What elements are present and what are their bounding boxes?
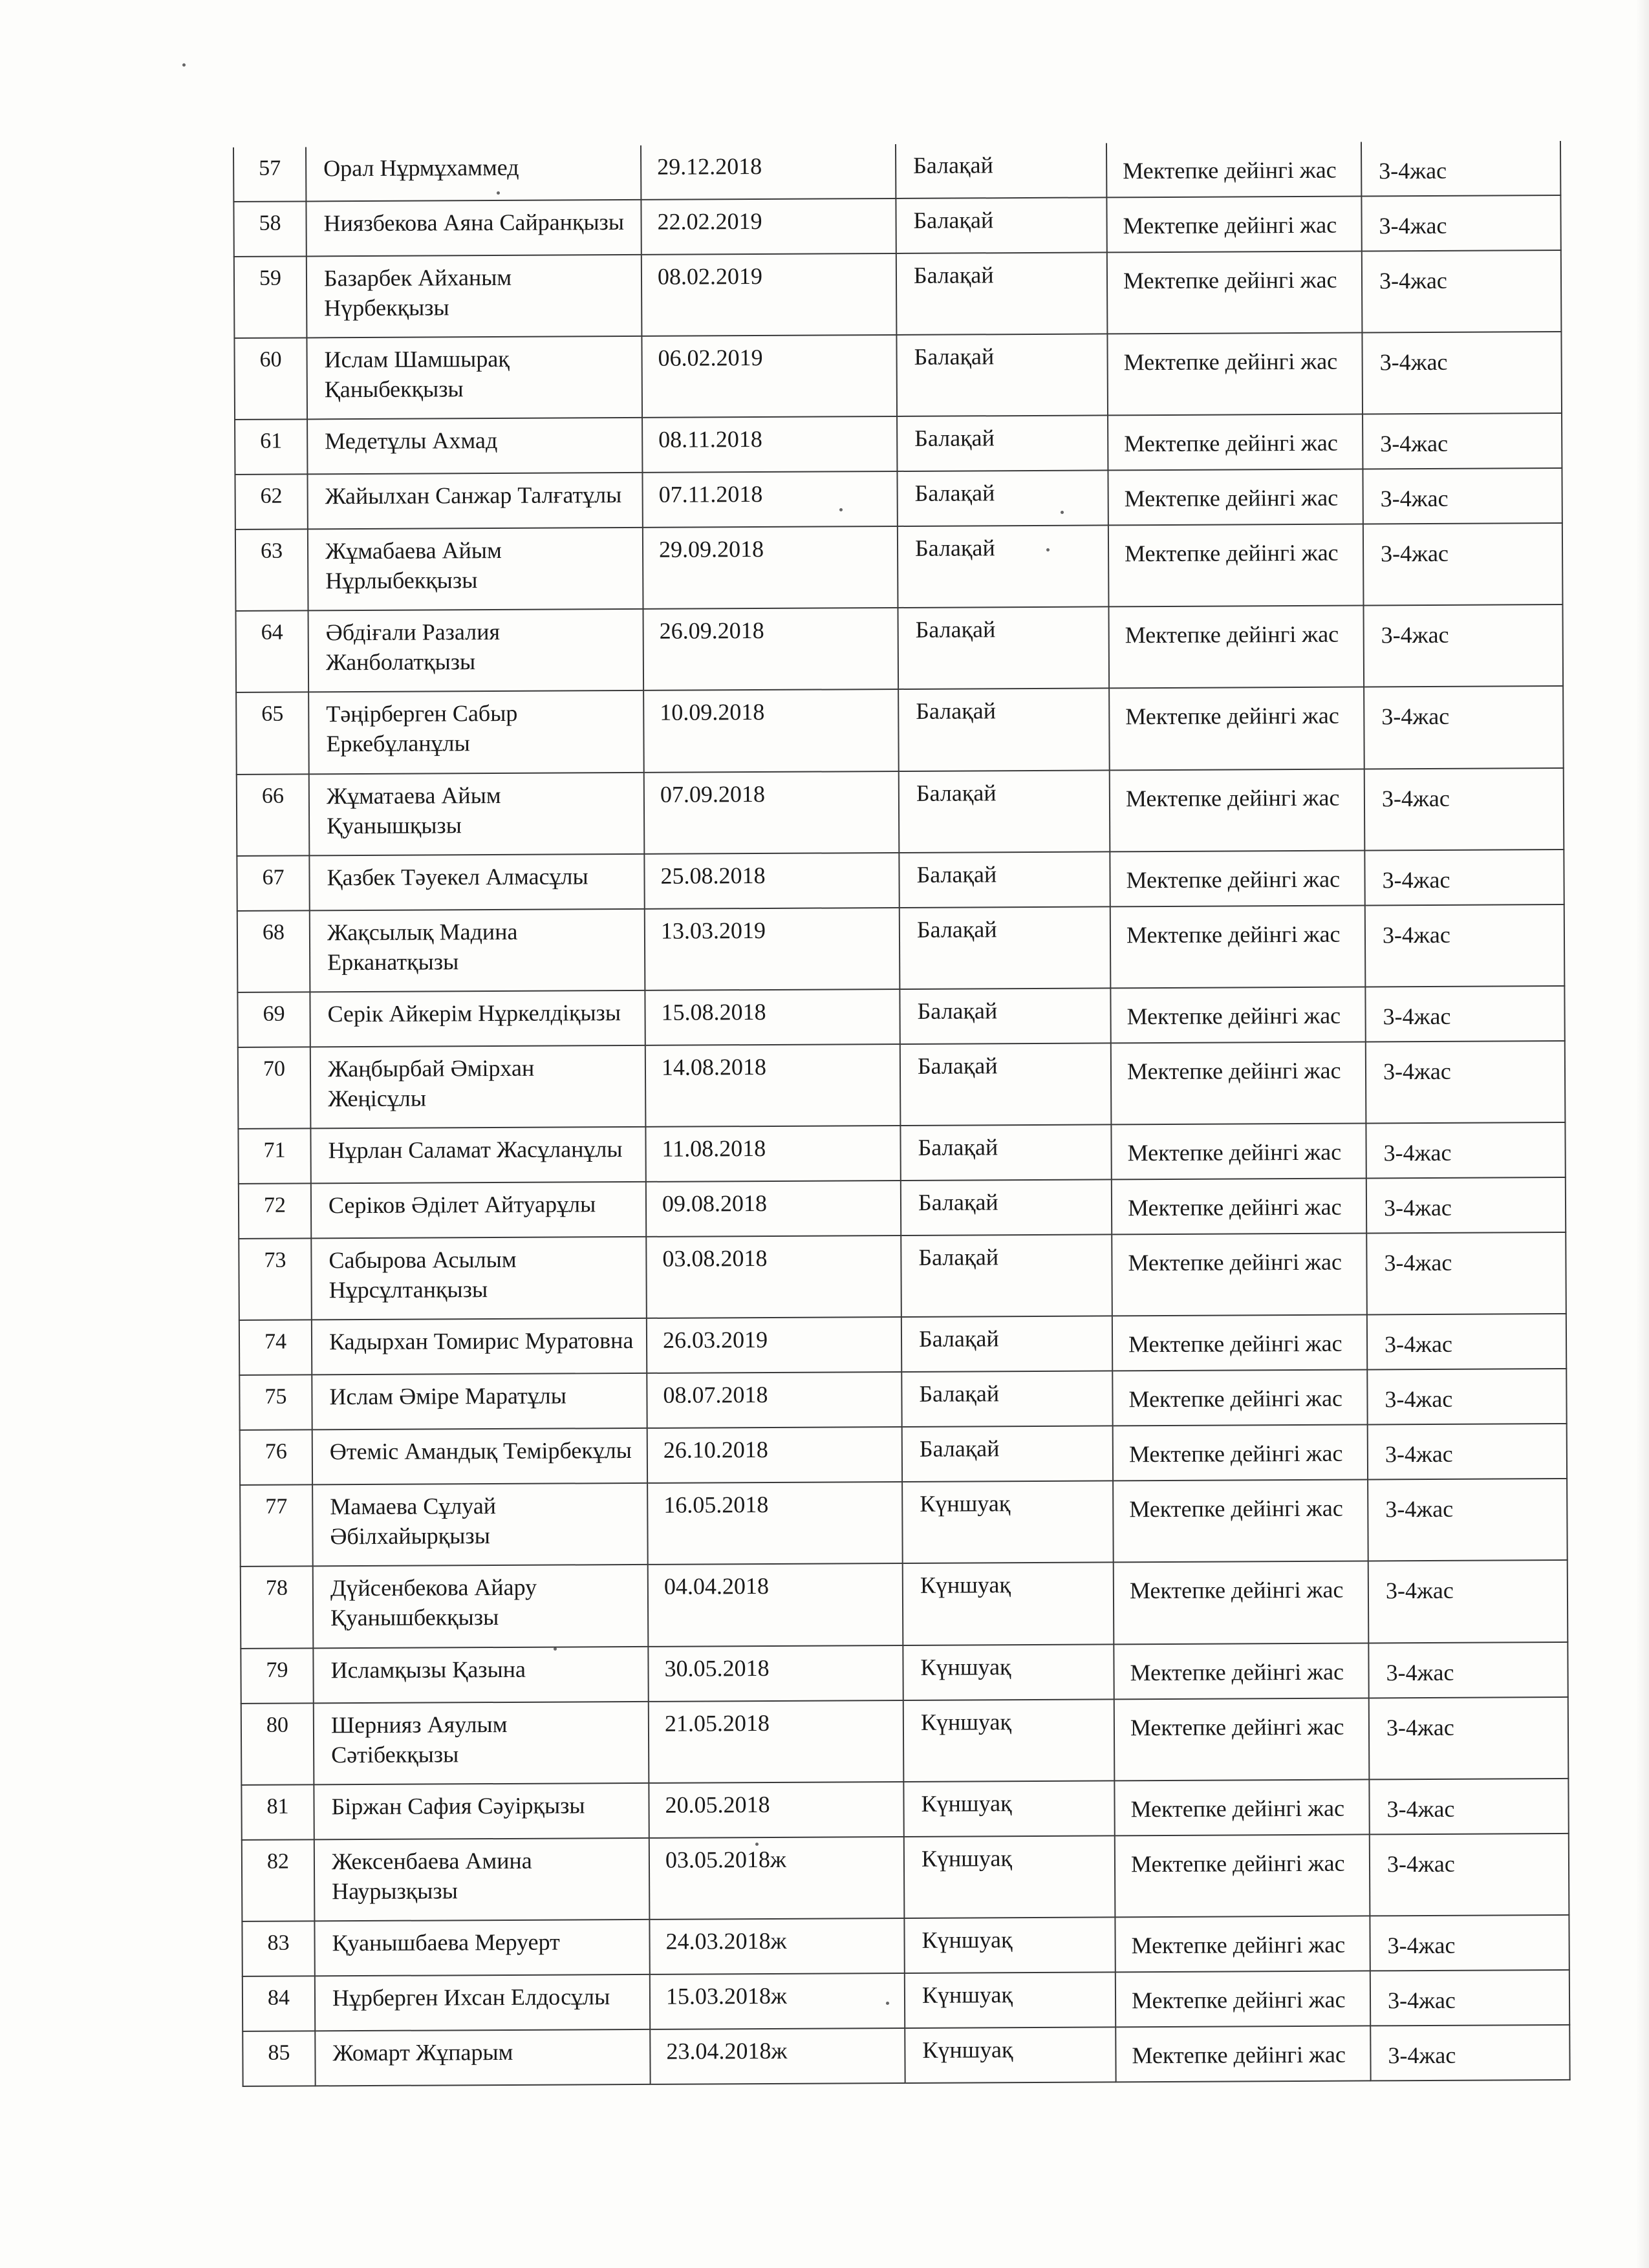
child-name-cell: Жайылхан Санжар Талғатұлы xyxy=(307,473,642,529)
age-range-cell: 3-4жас xyxy=(1362,250,1562,333)
row-number-cell: 63 xyxy=(235,529,308,611)
age-category-cell: Мектепке дейінгі жас xyxy=(1116,1971,1370,2027)
group-name-cell: Балақай xyxy=(901,1371,1112,1428)
table-row xyxy=(236,686,1564,774)
age-range-cell: 3-4жас xyxy=(1367,1314,1566,1369)
table-row xyxy=(240,1424,1567,1485)
child-name-cell: Ниязбекова Аяна Сайранқызы xyxy=(306,200,641,256)
age-category-cell: Мектепке дейінгі жас xyxy=(1113,1425,1368,1481)
child-name-cell: Медетұлы Ахмад xyxy=(307,418,642,474)
age-category-cell: Мектепке дейінгі жас xyxy=(1112,1179,1366,1235)
age-category-cell: Мектепке дейінгі жас xyxy=(1112,1315,1367,1371)
group-name-cell: Күншуақ xyxy=(905,2027,1116,2083)
age-category-cell: Мектепке дейінгі жас xyxy=(1111,1124,1366,1180)
table-row xyxy=(241,1560,1568,1648)
birth-date-cell: 07.11.2018 xyxy=(642,471,897,528)
table-row xyxy=(239,1369,1566,1430)
table-row xyxy=(237,904,1565,992)
table-row xyxy=(241,1642,1568,1704)
row-number-cell: 68 xyxy=(237,910,310,992)
age-range-cell: 3-4жас xyxy=(1364,768,1564,851)
row-number-cell: 59 xyxy=(234,256,307,338)
age-range-cell: 3-4жас xyxy=(1370,1970,1569,2026)
table-row xyxy=(234,250,1562,338)
age-range-cell: 3-4жас xyxy=(1364,686,1564,769)
age-category-cell: Мектепке дейінгі жас xyxy=(1114,1779,1369,1835)
row-number-cell: 70 xyxy=(238,1047,311,1129)
birth-date-cell: 21.05.2018 xyxy=(649,1700,904,1783)
age-range-cell: 3-4жас xyxy=(1366,1041,1566,1124)
child-name-cell: Дүйсенбекова Айару Қуанышбекқызы xyxy=(313,1565,649,1648)
child-name-cell: Серік Айкерім Нұркелдіқызы xyxy=(310,990,645,1047)
birth-date-cell: 20.05.2018 xyxy=(649,1782,903,1838)
row-number-cell: 83 xyxy=(242,1921,314,1976)
age-range-cell: 3-4жас xyxy=(1363,604,1563,687)
children-roster-table xyxy=(233,141,1571,2087)
group-name-cell: Күншуақ xyxy=(903,1563,1114,1645)
row-number-cell: 67 xyxy=(237,855,309,910)
age-range-cell: 3-4жас xyxy=(1363,413,1562,469)
age-category-cell: Мектепке дейінгі жас xyxy=(1109,687,1364,770)
child-name-cell: Жұматаева Айым Қуанышқызы xyxy=(309,773,645,856)
row-number-cell: 72 xyxy=(239,1184,311,1239)
group-name-cell: Күншуақ xyxy=(904,1835,1116,1918)
table-row xyxy=(235,413,1562,475)
child-name-cell: Жомарт Жұпарым xyxy=(315,2029,650,2086)
row-number-cell: 62 xyxy=(235,475,307,530)
row-number-cell: 77 xyxy=(240,1485,313,1567)
age-category-cell: Мектепке дейінгі жас xyxy=(1115,1834,1370,1917)
child-name-cell: Қуанышбаева Меруерт xyxy=(314,1920,649,1976)
birth-date-cell: 26.03.2019 xyxy=(647,1317,901,1373)
row-number-cell: 73 xyxy=(239,1239,312,1321)
birth-date-cell: 29.09.2018 xyxy=(643,526,898,609)
age-category-cell: Мектепке дейінгі жас xyxy=(1112,1234,1367,1316)
group-name-cell: Балақай xyxy=(896,252,1108,335)
age-category-cell: Мектепке дейінгі жас xyxy=(1112,1370,1367,1426)
age-range-cell: 3-4жас xyxy=(1368,1424,1567,1479)
row-number-cell: 74 xyxy=(239,1320,312,1375)
child-name-cell: Нұрлан Саламат Жасұланұлы xyxy=(310,1127,645,1183)
row-number-cell: 64 xyxy=(236,611,309,693)
child-name-cell: Базарбек Айханым Нүрбекқызы xyxy=(307,255,642,338)
group-name-cell: Балақай xyxy=(897,470,1108,526)
table-row xyxy=(239,1314,1566,1375)
age-range-cell: 3-4жас xyxy=(1367,1369,1566,1424)
child-name-cell: Серіков Әділет Айтуарұлы xyxy=(311,1182,646,1238)
page-edge-shadow xyxy=(1636,0,1649,2268)
group-name-cell: Балақай xyxy=(900,1125,1111,1181)
age-range-cell: 3-4жас xyxy=(1362,332,1562,414)
birth-date-cell: 08.02.2019 xyxy=(641,253,897,336)
child-name-cell: Мамаева Сұлуай Әбілхайырқызы xyxy=(312,1483,648,1567)
group-name-cell: Балақай xyxy=(900,988,1110,1044)
age-range-cell: 3-4жас xyxy=(1368,1642,1568,1698)
birth-date-cell: 26.10.2018 xyxy=(647,1427,902,1483)
age-range-cell: 3-4жас xyxy=(1369,1697,1569,1780)
group-name-cell: Балақай xyxy=(898,525,1109,608)
row-number-cell: 79 xyxy=(241,1648,313,1703)
age-range-cell: 3-4жас xyxy=(1365,986,1564,1042)
age-category-cell: Мектепке дейінгі жас xyxy=(1107,251,1363,334)
birth-date-cell: 30.05.2018 xyxy=(648,1645,903,1702)
age-category-cell: Мектепке дейінгі жас xyxy=(1114,1698,1370,1781)
age-range-cell: 3-4жас xyxy=(1364,850,1564,905)
row-number-cell: 69 xyxy=(237,992,310,1047)
age-range-cell: 3-4жас xyxy=(1365,904,1565,987)
child-name-cell: Ислам Әміре Маратұлы xyxy=(312,1373,647,1429)
child-name-cell: Исламқызы Қазына xyxy=(313,1647,648,1703)
age-category-cell: Мектепке дейінгі жас xyxy=(1111,1042,1366,1124)
group-name-cell: Балақай xyxy=(900,1043,1112,1126)
age-range-cell: 3-4жас xyxy=(1366,1122,1565,1178)
birth-date-cell: 24.03.2018ж xyxy=(649,1918,904,1974)
group-name-cell: Күншуақ xyxy=(903,1781,1114,1837)
group-name-cell: Балақай xyxy=(900,906,1111,989)
table-row xyxy=(237,986,1564,1047)
birth-date-cell: 10.09.2018 xyxy=(643,689,899,772)
child-name-cell: Біржан Сафия Сәуірқызы xyxy=(314,1783,649,1839)
child-name-cell: Тәңірберген Сабыр Еркебұланұлы xyxy=(308,690,644,774)
age-category-cell: Мектепке дейінгі жас xyxy=(1106,142,1361,197)
age-range-cell: 3-4жас xyxy=(1361,141,1560,196)
age-range-cell: 3-4жас xyxy=(1363,523,1563,606)
group-name-cell: Балақай xyxy=(899,770,1110,853)
birth-date-cell: 14.08.2018 xyxy=(645,1044,901,1127)
row-number-cell: 58 xyxy=(233,201,306,256)
age-range-cell: 3-4жас xyxy=(1363,468,1562,524)
group-name-cell: Балақай xyxy=(896,334,1108,416)
child-name-cell: Жұмабаева Айым Нұрлыбекқызы xyxy=(308,528,643,611)
birth-date-cell: 11.08.2018 xyxy=(645,1126,900,1182)
row-number-cell: 57 xyxy=(233,147,306,201)
row-number-cell: 82 xyxy=(242,1839,315,1921)
birth-date-cell: 29.12.2018 xyxy=(641,144,896,200)
age-range-cell: 3-4жас xyxy=(1361,195,1560,251)
child-name-cell: Қазбек Тәуекел Алмасұлы xyxy=(309,854,644,910)
age-category-cell: Мектепке дейінгі жас xyxy=(1108,606,1364,689)
child-name-cell: Орал Нұрмұхаммед xyxy=(306,145,641,201)
age-category-cell: Мектепке дейінгі жас xyxy=(1110,987,1365,1043)
age-category-cell: Мектепке дейінгі жас xyxy=(1116,2026,1370,2082)
birth-date-cell: 04.04.2018 xyxy=(648,1563,903,1646)
group-name-cell: Күншуақ xyxy=(905,1972,1116,2028)
group-name-cell: Балақай xyxy=(902,1426,1113,1482)
age-category-cell: Мектепке дейінгі жас xyxy=(1110,905,1366,988)
birth-date-cell: 16.05.2018 xyxy=(647,1482,903,1565)
table-row xyxy=(242,2025,1569,2086)
table-row xyxy=(236,604,1564,692)
row-number-cell: 81 xyxy=(241,1784,314,1839)
age-range-cell: 3-4жас xyxy=(1370,1834,1569,1916)
age-category-cell: Мектепке дейінгі жас xyxy=(1107,332,1363,415)
table-row xyxy=(235,523,1563,611)
birth-date-cell: 03.08.2018 xyxy=(646,1236,901,1318)
child-name-cell: Ислам Шамшырақ Қаныбекқызы xyxy=(307,336,642,420)
child-name-cell: Жексенбаева Амина Наурызқызы xyxy=(314,1838,650,1921)
age-category-cell: Мектепке дейінгі жас xyxy=(1115,1916,1370,1972)
child-name-cell: Жақсылық Мадина Ерканатқызы xyxy=(310,909,645,992)
age-range-cell: 3-4жас xyxy=(1370,1915,1569,1971)
group-name-cell: Балақай xyxy=(901,1180,1112,1236)
birth-date-cell: 07.09.2018 xyxy=(644,771,900,854)
age-category-cell: Мектепке дейінгі жас xyxy=(1108,469,1363,526)
birth-date-cell: 08.07.2018 xyxy=(647,1372,901,1428)
age-range-cell: 3-4жас xyxy=(1366,1177,1566,1233)
birth-date-cell: 03.05.2018ж xyxy=(649,1837,905,1920)
birth-date-cell: 23.04.2018ж xyxy=(650,2028,905,2084)
row-number-cell: 84 xyxy=(242,1976,315,2031)
row-number-cell: 65 xyxy=(236,692,309,775)
table-row xyxy=(240,1479,1568,1567)
row-number-cell: 85 xyxy=(242,2031,315,2086)
age-range-cell: 3-4жас xyxy=(1368,1479,1568,1561)
age-category-cell: Мектепке дейінгі жас xyxy=(1108,524,1364,606)
age-category-cell: Мектепке дейінгі жас xyxy=(1110,769,1365,851)
age-category-cell: Мектепке дейінгі жас xyxy=(1106,196,1361,252)
group-name-cell: Күншуақ xyxy=(902,1481,1114,1564)
group-name-cell: Балақай xyxy=(898,607,1109,690)
age-category-cell: Мектепке дейінгі жас xyxy=(1110,850,1364,906)
birth-date-cell: 15.03.2018ж xyxy=(650,1973,905,2029)
group-name-cell: Балақай xyxy=(901,1235,1112,1318)
group-name-cell: Күншуақ xyxy=(904,1917,1115,1973)
child-name-cell: Өтеміс Амандық Темірбекұлы xyxy=(312,1428,647,1484)
age-category-cell: Мектепке дейінгі жас xyxy=(1113,1480,1368,1563)
table-row xyxy=(242,1970,1569,2031)
child-name-cell: Нұрберген Ихсан Елдосұлы xyxy=(315,1974,650,2031)
group-name-cell: Күншуақ xyxy=(903,1699,1115,1782)
birth-date-cell: 09.08.2018 xyxy=(646,1181,901,1237)
birth-date-cell: 08.11.2018 xyxy=(642,416,897,473)
age-range-cell: 3-4жас xyxy=(1368,1560,1568,1643)
birth-date-cell: 15.08.2018 xyxy=(645,989,900,1045)
birth-date-cell: 06.02.2019 xyxy=(641,335,897,418)
table-row xyxy=(238,1041,1566,1129)
table-row xyxy=(237,850,1564,911)
group-name-cell: Күншуақ xyxy=(903,1644,1114,1700)
table-row xyxy=(237,768,1564,856)
age-range-cell: 3-4жас xyxy=(1369,1779,1568,1834)
child-name-cell: Шернияз Аяулым Сәтібекқызы xyxy=(314,1702,649,1785)
table-row xyxy=(239,1177,1566,1239)
row-number-cell: 60 xyxy=(234,337,307,420)
age-category-cell: Мектепке дейінгі жас xyxy=(1114,1561,1369,1644)
table-row xyxy=(234,332,1562,420)
birth-date-cell: 25.08.2018 xyxy=(644,853,899,909)
age-category-cell: Мектепке дейінгі жас xyxy=(1108,414,1363,471)
child-name-cell: Кадырхан Томирис Муратовна xyxy=(312,1318,647,1375)
table-row xyxy=(238,1122,1565,1184)
table-row xyxy=(235,468,1562,530)
group-name-cell: Балақай xyxy=(898,689,1110,771)
table-row xyxy=(233,195,1560,257)
group-name-cell: Балақай xyxy=(896,143,1106,198)
row-number-cell: 66 xyxy=(237,774,310,856)
child-name-cell: Әбдіғали Разалия Жанболатқызы xyxy=(308,609,644,692)
row-number-cell: 80 xyxy=(241,1703,314,1785)
row-number-cell: 78 xyxy=(241,1567,314,1649)
table-row xyxy=(233,141,1560,202)
row-number-cell: 75 xyxy=(239,1375,312,1430)
child-name-cell: Жаңбырбай Әмірхан Жеңісұлы xyxy=(310,1045,646,1129)
table-row xyxy=(242,1915,1569,1976)
group-name-cell: Балақай xyxy=(897,416,1108,472)
table-row xyxy=(241,1697,1569,1785)
table-row xyxy=(241,1779,1568,1840)
group-name-cell: Балақай xyxy=(899,851,1110,908)
birth-date-cell: 26.09.2018 xyxy=(643,608,898,690)
group-name-cell: Балақай xyxy=(901,1316,1112,1373)
row-number-cell: 61 xyxy=(235,420,307,475)
table-row xyxy=(239,1232,1566,1320)
age-range-cell: 3-4жас xyxy=(1366,1232,1566,1315)
birth-date-cell: 22.02.2019 xyxy=(641,198,896,255)
group-name-cell: Балақай xyxy=(896,197,1106,253)
table-row xyxy=(242,1834,1569,1921)
age-range-cell: 3-4жас xyxy=(1370,2025,1569,2081)
row-number-cell: 71 xyxy=(238,1129,310,1184)
row-number-cell: 76 xyxy=(240,1430,312,1485)
age-category-cell: Мектепке дейінгі жас xyxy=(1114,1643,1368,1699)
birth-date-cell: 13.03.2019 xyxy=(645,908,900,990)
child-name-cell: Сабырова Асылым Нұрсұлтанқызы xyxy=(311,1237,647,1320)
